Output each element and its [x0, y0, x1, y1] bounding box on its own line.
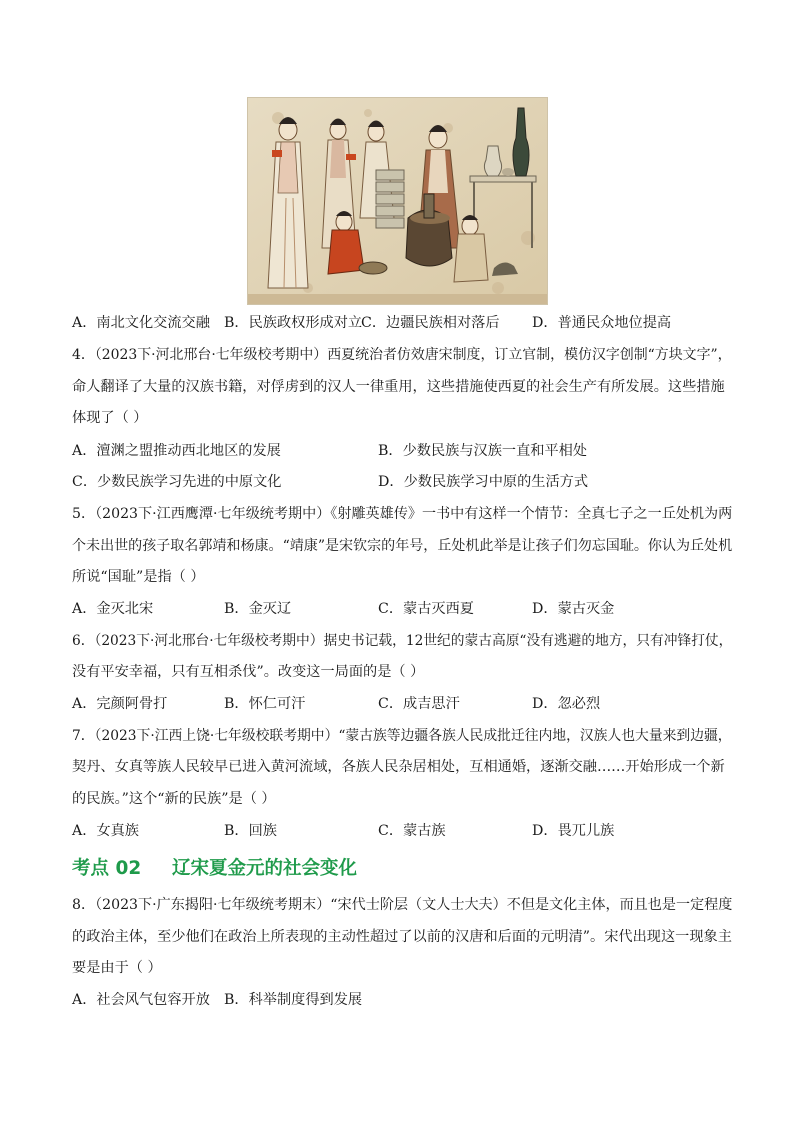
q4-stem-line3: 体现了（ ）	[72, 410, 148, 426]
q8-stem-line2: 的政治主体，至少他们在政治上所表现的主动性超过了以前的汉唐和后面的元明清”。宋代出现这一现象主	[72, 929, 732, 945]
q3-options	[72, 313, 732, 333]
q5-option-b[interactable]: B．金灭辽	[224, 601, 292, 617]
q4-option-b[interactable]: B．少数民族与汉族一直和平相处	[378, 443, 588, 459]
q7-stem-line3: 的民族。”这个“新的民族”是（ ）	[72, 791, 276, 807]
q8-stem-line1: 8．（2023下·广东揭阳·七年级统考期末）“宋代士阶层（文人士大夫）不但是文化主体，而且也是一定程度	[72, 897, 733, 913]
q4-option-d[interactable]: D．少数民族学习中原的生活方式	[378, 474, 589, 490]
q5-stem-line3: 所说“国耻”是指（ ）	[72, 569, 205, 585]
q3-option-d[interactable]: D．普通民众地位提高	[532, 315, 672, 331]
q5-option-a[interactable]: A．金灭北宋	[72, 601, 154, 617]
q7-option-d[interactable]: D．畏兀儿族	[532, 823, 615, 839]
q6-stem-line1: 6．（2023下·河北邢台·七年级校考期中）据史书记载，12世纪的蒙古高原“没有逃避的地方，只有冲锋打仗，	[72, 633, 733, 649]
q5-stem-line1: 5．（2023下·江西鹰潭·七年级统考期中）《射雕英雄传》一书中有这样一个情节：全真七子之一丘处机为两	[72, 506, 733, 522]
q4-stem-line2: 命人翻译了大量的汉族书籍，对俘虏到的汉人一律重用，这些措施使西夏的社会生产有所发展。这些措施	[72, 379, 725, 395]
q7-stem-line2: 契丹、女真等族人民较早已进入黄河流域，各族人民杂居相处，互相通婚，逐渐交融……开始形成一个新	[72, 759, 725, 775]
q7-option-a[interactable]: A．女真族	[72, 823, 139, 839]
q4-option-c[interactable]: C．少数民族学习先进的中原文化	[72, 474, 282, 490]
q5-stem-line2: 个未出世的孩子取名郭靖和杨康。“靖康”是宋钦宗的年号，丘处机此举是让孩子们勿忘国耻。你认为丘处机	[72, 538, 733, 554]
q8-stem-line3: 要是由于（ ）	[72, 960, 162, 976]
q6-stem-line2: 没有平安幸福，只有互相杀伐”。改变这一局面的是（ ）	[72, 664, 425, 680]
q8-option-b[interactable]: B．科举制度得到发展	[224, 992, 363, 1008]
q7-option-c[interactable]: C．蒙古族	[378, 823, 446, 839]
q7-stem-line1: 7．（2023下·江西上饶·七年级校联考期中）“蒙古族等边疆各族人民成批迁往内地，汉族人也大量来到边疆，	[72, 728, 732, 744]
q3-option-c[interactable]: C．边疆民族相对落后	[361, 315, 500, 331]
q8-option-a[interactable]: A．社会风气包容开放	[72, 992, 210, 1008]
q8-options	[72, 990, 732, 1010]
q6-option-d[interactable]: D．忽必烈	[532, 696, 601, 712]
q4-stem-line1: 4．（2023下·河北邢台·七年级校考期中）西夏统治者仿效唐宋制度，订立官制，模仿汉字创制“方块文字”，	[72, 347, 732, 363]
q5-option-c[interactable]: C．蒙古灭西夏	[378, 601, 474, 617]
q7-option-b[interactable]: B．回族	[224, 823, 277, 839]
q7-options	[72, 821, 732, 841]
q6-options	[72, 694, 732, 714]
q6-option-c[interactable]: C．成吉思汗	[378, 696, 460, 712]
q6-option-a[interactable]: A．完颜阿骨打	[72, 696, 168, 712]
q4-option-a[interactable]: A．澶渊之盟推动西北地区的发展	[72, 443, 281, 459]
section-number: 考点 02	[72, 858, 142, 879]
q3-option-a[interactable]: A．南北文化交流交融	[72, 315, 210, 331]
stacked-steamers	[376, 170, 404, 228]
q3-option-b[interactable]: B．民族政权形成对立	[224, 315, 363, 331]
q4-options-row2	[72, 472, 732, 492]
section-title: 辽宋夏金元的社会变化	[172, 858, 358, 879]
q5-option-d[interactable]: D．蒙古灭金	[532, 601, 615, 617]
mural-illustration	[247, 97, 548, 305]
section-heading	[72, 854, 357, 882]
q4-options-row1	[72, 441, 732, 461]
q5-options	[72, 599, 732, 619]
q6-option-b[interactable]: B．怀仁可汗	[224, 696, 306, 712]
